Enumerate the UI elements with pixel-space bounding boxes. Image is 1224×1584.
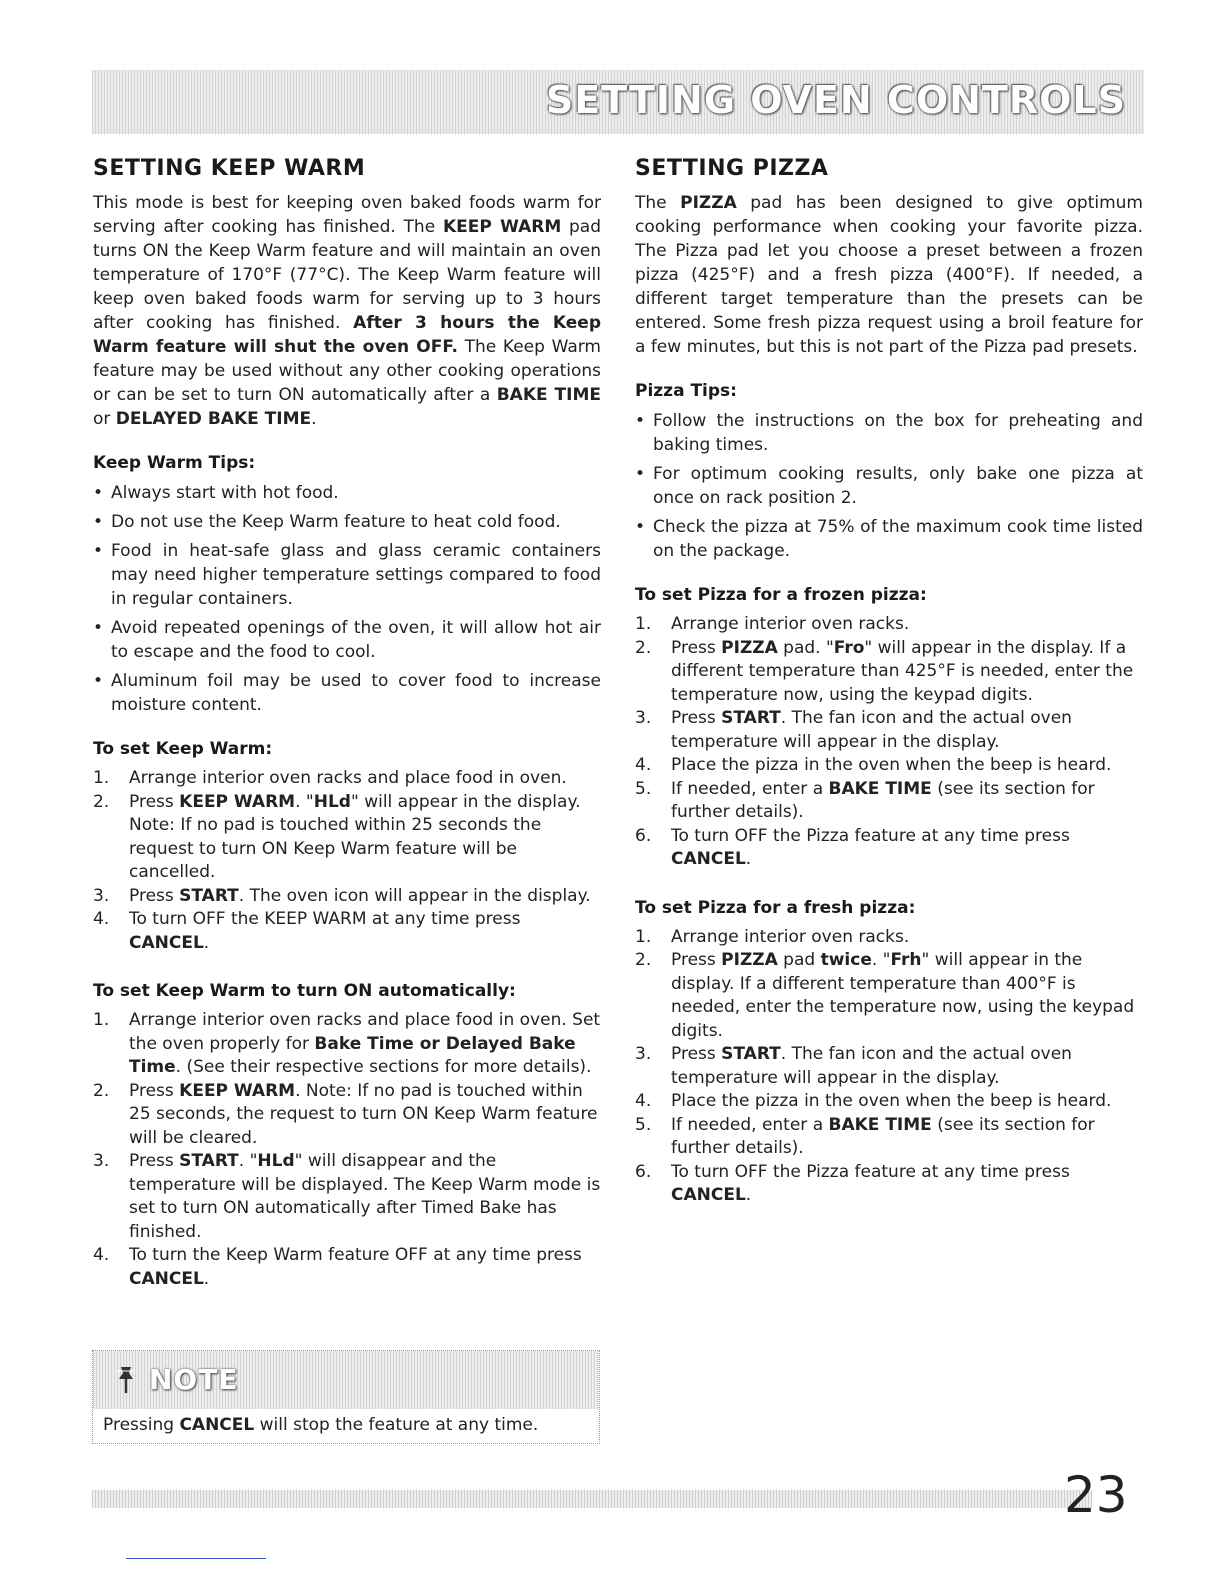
pizza-heading: SETTING PIZZA [635, 156, 829, 181]
pizza-tips-list [635, 409, 1143, 563]
step-number: 5. [635, 1114, 652, 1135]
step-number: 6. [635, 1161, 652, 1182]
pizza-intro: The PIZZA pad has been designed to give optimum cooking performance when cooking your favorite pizza. The Pizza pad let you choose a preset between a frozen pizza (425°F) and a fresh pizza (400°F). If needed, a different target temperature than the presets can be entered. Some fresh pizza request using a broil feature for a few minutes, but this is not part of the Pizza pad presets. [635, 193, 1143, 357]
link-underline [126, 1558, 266, 1559]
bold-text: After 3 hours the Keep Warm feature will shut the oven OFF. [93, 313, 601, 357]
banner-title: SETTING OVEN CONTROLS [545, 78, 1126, 122]
step-number: 4. [93, 1245, 110, 1265]
step-item: 6. To turn OFF the Pizza feature at any time press CANCEL. [635, 1161, 1070, 1205]
bold-text: KEEP WARM [442, 217, 562, 237]
keep-warm-auto-steps [93, 1009, 601, 1291]
bold-text: HLd [313, 791, 351, 812]
set-keep-warm-heading: To set Keep Warm: [93, 739, 273, 759]
bold-text: START [179, 1151, 239, 1171]
step-item: 2. Press KEEP WARM. Note: If no pad is touched within 25 seconds, the request to turn ON Keep Warm feature will be cleared. [93, 1080, 598, 1148]
step-item: 3. Press START. "HLd" will disappear and the temperature will be displayed. The Keep Warm mode is set to turn ON automatically after Timed Bake has finished. [93, 1151, 601, 1242]
step-number: 3. [635, 708, 652, 728]
step-number: 1. [635, 926, 652, 947]
step-item: 3. Press START. The fan icon and the actual oven temperature will appear in the display. [635, 1044, 1072, 1088]
step-item: 4. Place the pizza in the oven when the beep is heard. [635, 1090, 1143, 1114]
set-keep-warm-steps [93, 767, 601, 955]
bold-text: BAKE TIME [828, 1114, 932, 1135]
step-number: 2. [635, 637, 652, 658]
keep-warm-tips-list [93, 481, 601, 717]
step-number: 3. [635, 1044, 652, 1064]
tip-item: • Avoid repeated openings of the oven, it will allow hot air to escape and the food to cool. [93, 616, 601, 664]
step-number: 2. [635, 950, 652, 970]
step-number: 4. [93, 909, 110, 929]
bold-text: KEEP WARM [179, 1080, 296, 1101]
note-title: NOTE [149, 1363, 239, 1396]
note-box [92, 1350, 600, 1444]
step-number: 3. [93, 1151, 110, 1171]
bold-text: START [721, 708, 781, 728]
step-number: 6. [635, 825, 652, 846]
step-number: 2. [93, 791, 110, 812]
note-header [93, 1351, 599, 1409]
frozen-pizza-steps [635, 613, 1143, 872]
tip-item: • Aluminum foil may be used to cover food to increase moisture content. [93, 669, 601, 717]
tip-item: • Follow the instructions on the box for preheating and baking times. [635, 409, 1143, 457]
step-item: 4. Place the pizza in the oven when the beep is heard. [635, 754, 1143, 778]
keep-warm-intro: This mode is best for keeping oven baked foods warm for serving after cooking has finished. The KEEP WARM pad turns ON the Keep Warm feature and will maintain an oven temperature of 170°F (77°C). The Keep Warm feature will keep oven baked foods warm for serving up to 3 hours after cooking has finished. After 3 hours the Keep Warm feature will shut the oven OFF. The Keep Warm feature may be used without any other cooking operations or can be set to turn ON automatically after a BAKE TIME or DELAYED BAKE TIME. [93, 193, 602, 429]
bold-text: START [721, 1044, 781, 1064]
section-banner [92, 70, 1144, 134]
step-item: 2. Press PIZZA pad. "Fro" will appear in the display. If a different temperature than 425°F is needed, enter the temperature now, using the keypad digits. [635, 637, 1134, 705]
step-number: 4. [635, 755, 652, 775]
bold-text: START [179, 885, 239, 906]
tip-item: • Check the pizza at 75% of the maximum cook time listed on the package. [635, 515, 1143, 563]
step-number: 5. [635, 778, 652, 799]
bold-text: PIZZA [680, 193, 737, 213]
keep-warm-auto-heading: To set Keep Warm to turn ON automatically: [93, 981, 516, 1001]
step-item: 3. Press START. The oven icon will appear in the display. [93, 885, 601, 909]
tip-item: • Food in heat-safe glass and glass ceramic containers may need higher temperature settings compared to food in regular containers. [93, 539, 601, 611]
bold-text: HLd [257, 1151, 295, 1171]
step-number: 2. [93, 1080, 110, 1101]
bold-text: CANCEL [129, 932, 204, 953]
footer-bar [92, 1490, 1092, 1508]
fresh-pizza-steps [635, 926, 1143, 1208]
step-item: 3. Press START. The fan icon and the actual oven temperature will appear in the display. [635, 708, 1072, 752]
step-item: 4. To turn OFF the KEEP WARM at any time press CANCEL. [93, 909, 521, 953]
bold-text: CANCEL [671, 849, 746, 869]
keep-warm-tips-heading: Keep Warm Tips: [93, 453, 256, 473]
bold-text: CANCEL [179, 1415, 255, 1435]
keep-warm-column [93, 156, 601, 1291]
frozen-pizza-heading: To set Pizza for a frozen pizza: [635, 585, 927, 605]
step-item: 6. To turn OFF the Pizza feature at any time press CANCEL. [635, 825, 1070, 869]
step-item: 2. Press PIZZA pad twice. "Frh" will appear in the display. If a different temperature than 400°F is needed, enter the temperature now, using the keypad digits. [635, 950, 1135, 1041]
bold-text: KEEP WARM [179, 791, 296, 812]
fresh-pizza-heading: To set Pizza for a fresh pizza: [635, 897, 916, 918]
step-item: 5. If needed, enter a BAKE TIME (see its section for further details). [635, 778, 1095, 822]
keep-warm-heading: SETTING KEEP WARM [93, 156, 366, 181]
bold-text: twice [820, 950, 872, 970]
step-item: 1. Arrange interior oven racks and place food in oven. [93, 767, 601, 791]
bold-text: Fro [833, 637, 865, 658]
step-item: 2. Press KEEP WARM. "HLd" will appear in the display. Note: If no pad is touched within 25 seconds the request to turn ON Keep Warm feature will be cancelled. [93, 791, 581, 882]
step-item: 1. Arrange interior oven racks. [635, 926, 1143, 950]
pushpin-icon [113, 1365, 139, 1395]
bold-text: CANCEL [129, 1268, 204, 1289]
bold-text: DELAYED BAKE TIME [115, 409, 312, 429]
step-item: 5. If needed, enter a BAKE TIME (see its section for further details). [635, 1114, 1095, 1158]
step-number: 3. [93, 885, 110, 906]
tip-item: • For optimum cooking results, only bake one pizza at once on rack position 2. [635, 462, 1143, 510]
step-number: 1. [635, 614, 652, 634]
bold-text: BAKE TIME [828, 778, 932, 799]
step-item: 1. Arrange interior oven racks. [635, 613, 1143, 637]
bold-text: Bake Time or Delayed Bake Time [129, 1033, 576, 1077]
step-item: 4. To turn the Keep Warm feature OFF at any time press CANCEL. [93, 1245, 582, 1289]
bold-text: PIZZA [721, 950, 778, 970]
pizza-tips-heading: Pizza Tips: [635, 381, 737, 401]
tip-item: • Do not use the Keep Warm feature to heat cold food. [93, 510, 601, 534]
step-item: 1. Arrange interior oven racks and place food in oven. Set the oven properly for Bake Time or Delayed Bake Time. (See their respective sections for more details). [93, 1010, 601, 1077]
tip-item: • Always start with hot food. [93, 481, 601, 505]
step-number: 1. [93, 768, 110, 788]
step-number: 4. [635, 1091, 652, 1111]
bold-text: BAKE TIME [496, 385, 601, 405]
step-number: 1. [93, 1010, 110, 1030]
pizza-column [635, 156, 1143, 1208]
bold-text: PIZZA [721, 637, 778, 658]
bold-text: CANCEL [671, 1185, 746, 1205]
note-text: Pressing CANCEL will stop the feature at any time. [103, 1415, 539, 1435]
bold-text: Frh [890, 950, 922, 970]
page-number: 23 [1064, 1466, 1128, 1524]
